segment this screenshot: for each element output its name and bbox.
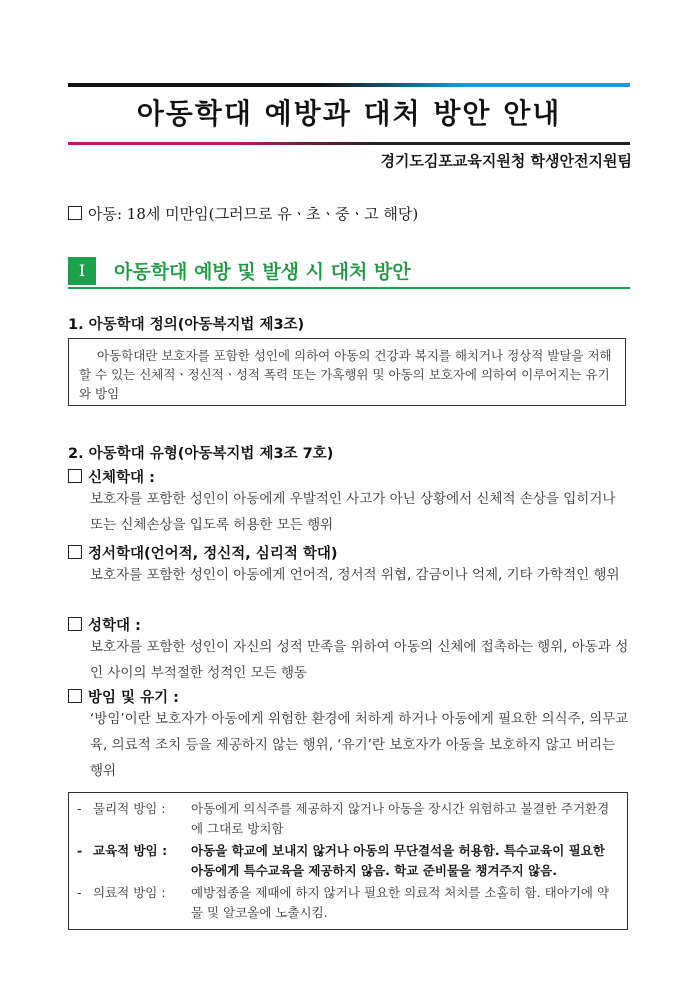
neglect-label: 의료적 방임 :: [93, 885, 166, 900]
neglect-label: 물리적 방임 :: [93, 801, 166, 816]
title-bar-top: [68, 83, 630, 87]
type-label: 방임 및 유기 :: [88, 690, 179, 706]
type-label: 성학대 :: [88, 618, 141, 634]
neglect-row-educational: [77, 841, 619, 881]
type-label: 정서학대(언어적, 정신적, 심리적 학대): [88, 546, 338, 562]
organization-name: 경기도김포교육지원청 학생안전지원팀: [380, 152, 632, 170]
definition-box: [68, 338, 626, 406]
type-desc-physical: 보호자를 포함한 성인이 아동에게 우발적인 사고가 아닌 상황에서 신체적 손상을 입히거나 또는 신체손상을 입도록 허용한 모든 행위: [90, 491, 616, 533]
neglect-row-medical: [77, 883, 619, 923]
type-item-emotional: [68, 542, 338, 563]
definition-heading: 1. 아동학대 정의(아동복지법 제3조): [68, 317, 305, 333]
age-note-text: 아동: 18세 미만임(그러므로 유ㆍ초ㆍ중ㆍ고 해당): [88, 205, 419, 223]
checkbox-square-icon: [68, 545, 82, 559]
neglect-types-box: [68, 792, 628, 930]
section-title: 아동학대 예방 및 발생 시 대처 방안: [114, 261, 411, 283]
type-label: 신체학대 :: [88, 470, 155, 486]
checkbox-square-icon: [68, 469, 82, 483]
types-heading: 2. 아동학대 유형(아동복지법 제3조 7호): [68, 446, 334, 462]
title-bar-bottom: [68, 142, 630, 145]
type-item-sexual: [68, 614, 141, 635]
type-desc-sexual: 보호자를 포함한 성인이 자신의 성적 만족을 위하여 아동의 신체에 접촉하는 행위, 아동과 성인 사이의 부적절한 성적인 모든 행동: [90, 639, 629, 681]
dash-marker: -: [77, 885, 82, 900]
neglect-label: 교육적 방임 :: [93, 843, 168, 858]
neglect-row-physical: [77, 799, 619, 839]
neglect-text: 아동을 학교에 보내지 않거나 아동의 무단결석을 허용함. 특수교육이 필요한 아동에게 특수교육을 제공하지 않음. 학교 준비물을 챙겨주지 않음.: [191, 843, 605, 878]
type-desc-emotional: 보호자를 포함한 성인이 아동에게 언어적, 정서적 위협, 감금이나 억제, 기타 가학적인 행위: [90, 567, 620, 583]
page-title: 아동학대 예방과 대처 방안 안내: [136, 97, 562, 130]
checkbox-square-icon: [68, 689, 82, 703]
section-number: Ⅰ: [68, 257, 96, 285]
section-underline: [68, 287, 630, 289]
definition-text: 아동학대란 보호자를 포함한 성인에 의하여 아동의 건강과 복지를 해치거나 정상적 발달을 저해할 수 있는 신체적ㆍ정신적ㆍ성적 폭력 또는 가혹행위 및 아동의 보호자에 의하여 이루어지는 유기와 방임: [79, 348, 612, 401]
dash-marker: -: [77, 843, 83, 858]
type-item-neglect: [68, 686, 179, 707]
type-item-physical: [68, 466, 155, 487]
age-note: [68, 203, 418, 224]
neglect-text: 예방접종을 제때에 하지 않거나 필요한 의료적 처치를 소홀히 함. 태아기에 약물 및 알코올에 노출시킴.: [191, 885, 610, 920]
section-heading: [68, 255, 630, 289]
checkbox-square-icon: [68, 206, 82, 220]
neglect-text: 아동에게 의식주를 제공하지 않거나 아동을 장시간 위험하고 불결한 주거환경에 그대로 방치함: [191, 801, 610, 836]
checkbox-square-icon: [68, 617, 82, 631]
type-desc-neglect: ‘방임’이란 보호자가 아동에게 위험한 환경에 처하게 하거나 아동에게 필요한 의식주, 의무교육, 의료적 조치 등을 제공하지 않는 행위, ‘유기’란 보호자가 아동을 보호하지 않고 버리는 행위: [90, 711, 629, 779]
dash-marker: -: [77, 801, 82, 816]
